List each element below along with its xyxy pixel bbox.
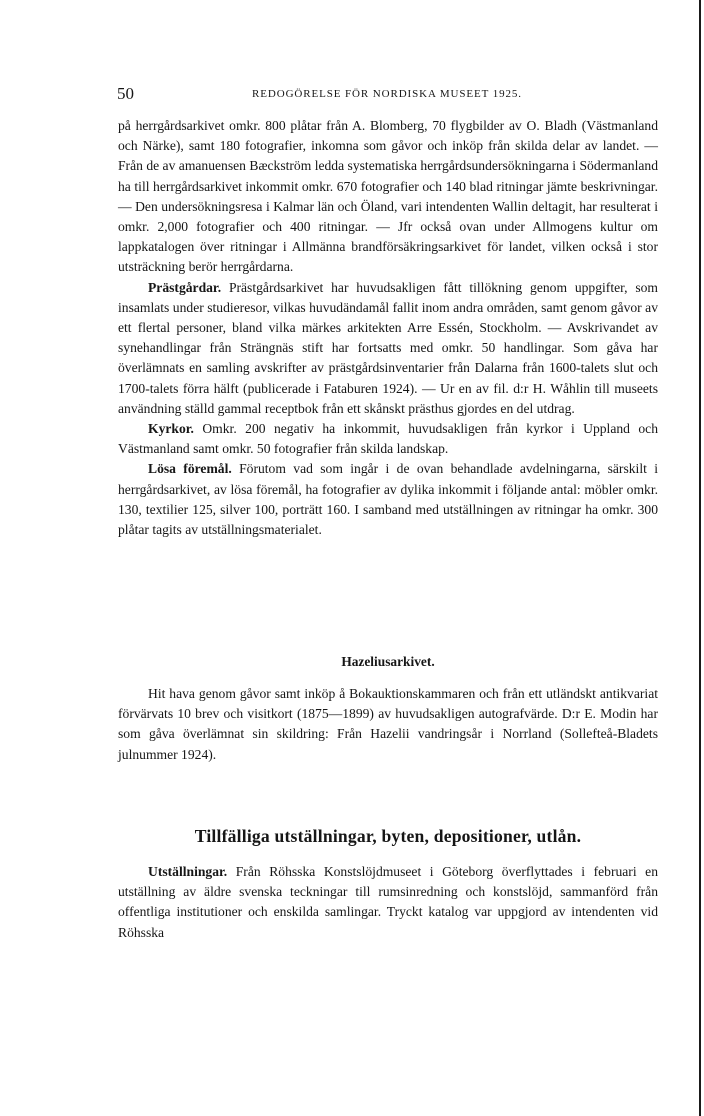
intro-paragraph: på herrgårdsarkivet omkr. 800 plåtar från A. Blomberg, 70 flygbilder av O. Bladh (Västmanland och Närke), samt 180 fotografier, inkomna som gåvor och inköp från skilda delar av landet. — Från de av amanuensen Bæckström ledda systematiska herrgårdsundersökningarna i Södermanland ha till herrgårdsarkivet inkommit omkr. 670 fotografier och 140 blad ritningar jämte beskrivningar. — Den undersökningsresa i Kalmar län och Öland, vari intendenten Wallin deltagit, har resulterat i omkr. 2,000 fotografier och 400 ritningar. — Jfr också ovan under Allmogens kultur om lappkatalogen över ritningar i Allmänna brandförsäkringsarkivet för landet, vilken också i stor utsträckning berör herrgårdarna.	[118, 118, 658, 275]
prastgardar-heading: Prästgårdar.	[148, 279, 222, 295]
page-edge-rule	[699, 0, 701, 1116]
page-header	[117, 84, 657, 104]
utstallningar-text: Från Röhsska Konstslöjdmuseet i Göteborg överflyttades i februari en utställning av äldre svenska teckningar till rumsinredning och konstslöjd, sammanförd från offentliga institutioner och enskilda samlingar. Tryckt katalog var uppgjord av intendenten vid Röhsska	[118, 864, 658, 940]
hazelius-paragraph: Hit hava genom gåvor samt inköp å Bokauktionskammaren och från ett utländskt antikvariat förvärvats 10 brev och visitkort (1875—1899) av huvudsakligen autografvärde. D:r E. Modin har som gåva överlämnat sin skildring: Från Hazelii vandringsår i Norrland (Sollefteå-Bladets julnummer 1924).	[118, 686, 658, 762]
losa-foremal-text: Förutom vad som ingår i de ovan behandlade avdelningarna, särskilt i herrgårdsarkivet, av lösa föremål, ha fotografier av dylika inkommit i följande antal: möbler omkr. 130, textilier 125, silver 100, porträtt 160. I samband med utställningen av ritningar ha omkr. 300 plåtar tagits av utställningsmaterialet.	[118, 461, 659, 538]
losa-foremal-heading: Lösa föremål.	[148, 461, 232, 477]
page-number: 50	[117, 84, 134, 103]
hazelius-body	[118, 684, 658, 765]
kyrkor-paragraph	[118, 419, 658, 459]
running-title: REDOGÖRELSE FÖR NORDISKA MUSEET 1925.	[252, 88, 522, 100]
kyrkor-heading: Kyrkor.	[148, 421, 194, 437]
utstallningar-heading: Utställningar.	[148, 864, 228, 879]
prastgardar-text: Prästgårdsarkivet har huvudsakligen fått tillökning genom uppgifter, som insamlats under studieresor, vilkas huvudändamål fallit inom andra områden, samt genom gåvor av ett flertal personer, bland vilka märkes arkitekten Arre Essén, Stockholm. — Avskrivandet av synehandlingar från Strängnäs stift har fortsatts med omkr. 50 handlingar. Som gåva har överlämnats en samling avskrifter av prästgårdsinventarier från Dalarna från 1600-talets slut och 1700-talets förra hälft (publicerade i Fataburen 1924). — Ur en av fil. d:r H. Wåhlin till museets användning ställd gammal receptbok från ett skånskt prästhus gjordes en del utdrag.	[118, 279, 658, 416]
utstallningar-paragraph	[118, 862, 658, 943]
losa-foremal-paragraph	[118, 459, 658, 540]
kyrkor-text: Omkr. 200 negativ ha inkommit, huvudsakligen från kyrkor i Uppland och Västmanland samt omkr. 50 fotografier från skilda landskap.	[118, 421, 658, 457]
section-one-body	[118, 116, 658, 540]
hazelius-heading: Hazeliusarkivet.	[341, 654, 435, 669]
exhibitions-heading: Tillfälliga utställningar, byten, depositioner, utlån.	[194, 826, 582, 846]
prastgardar-paragraph	[118, 278, 658, 419]
exhibitions-body	[118, 862, 658, 943]
